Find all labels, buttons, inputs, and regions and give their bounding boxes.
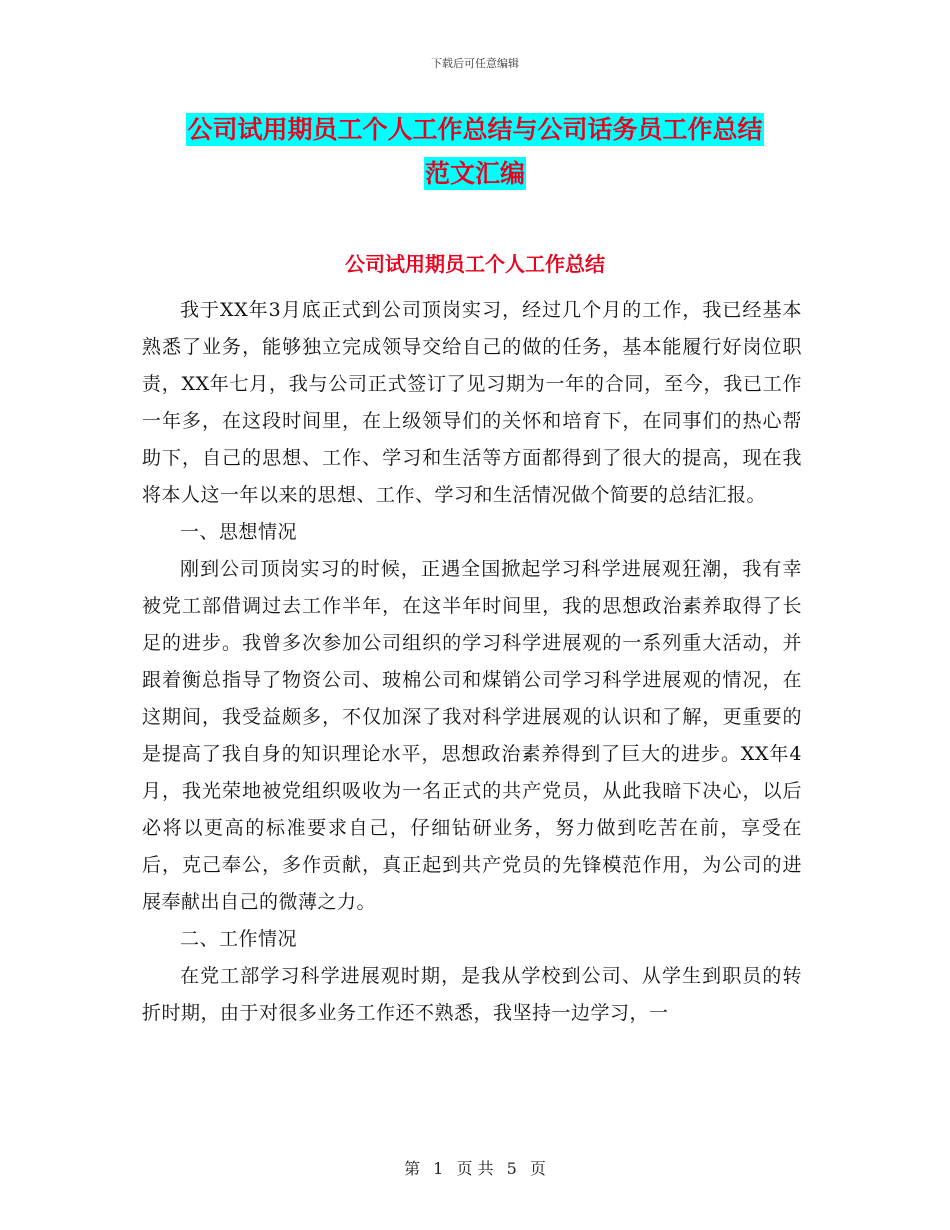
footer-middle: 页 共 [456,1159,494,1178]
heading-work: 二、工作情况 [180,928,298,950]
paragraph-work: 在党工部学习科学进展观时期，是我从学校到公司、从学生到职员的转折时期，由于对很多业务工作还不熟悉，我坚持一边学习，一 [142,965,802,1024]
footer-current-page: 1 [433,1159,444,1178]
paragraph-thought: 刚到公司顶岗实习的时候，正遇全国掀起学习科学进展观狂潮，我有幸被党工部借调过去工作半年，在这半年时间里，我的思想政治素养取得了长足的进步。我曾多次参加公司组织的学习科学进展观的一系列重大活动，并跟着衡总指导了物资公司、玻棉公司和煤销公司学习科学进展观的情况，在这期间，我受益颇多，不仅加深了我对科学进展观的认识和了解，更重要的是提高了我自身的知识理论水平，思想政治素养得到了巨大的进步。XX年4月，我光荣地被党组织吸收为一名正式的共产党员，从此我暗下决心，以后必将以更高的标准要求自己，仔细钻研业务，努力做到吃苦在前，享受在后，克己奉公，多作贡献，真正起到共产党员的先锋模范作用，为公司的进展奉献出自己的微薄之力。 [142,558,802,913]
title-line-2 [0,152,950,196]
title-line-1 [0,108,950,152]
header-note: 下载后可任意编辑 [431,57,519,70]
title-line-1-text: 公司试用期员工个人工作总结与公司话务员工作总结 [187,115,763,144]
heading-thought: 一、思想情况 [180,521,298,543]
page-footer [0,1156,950,1179]
section-title: 公司试用期员工个人工作总结 [345,252,605,276]
paragraph-intro: 我于XX年3月底正式到公司顶岗实习，经过几个月的工作，我已经基本熟悉了业务，能够独立完成领导交给自己的做的任务，基本能履行好岗位职责，XX年七月，我与公司正式签订了见习期为一年的合同，至今，我已工作一年多，在这段时间里，在上级领导们的关怀和培育下，在同事们的热心帮助下，自己的思想、工作、学习和生活等方面都得到了很大的提高，现在我将本人这一年以来的思想、工作、学习和生活情况做个简要的总结汇报。 [142,299,802,506]
footer-suffix: 页 [529,1159,546,1178]
footer-total-pages: 5 [506,1159,517,1178]
footer-prefix: 第 [404,1159,421,1178]
body-text [142,292,802,1032]
document-title [0,108,950,196]
title-line-2-text: 范文汇编 [424,159,525,188]
